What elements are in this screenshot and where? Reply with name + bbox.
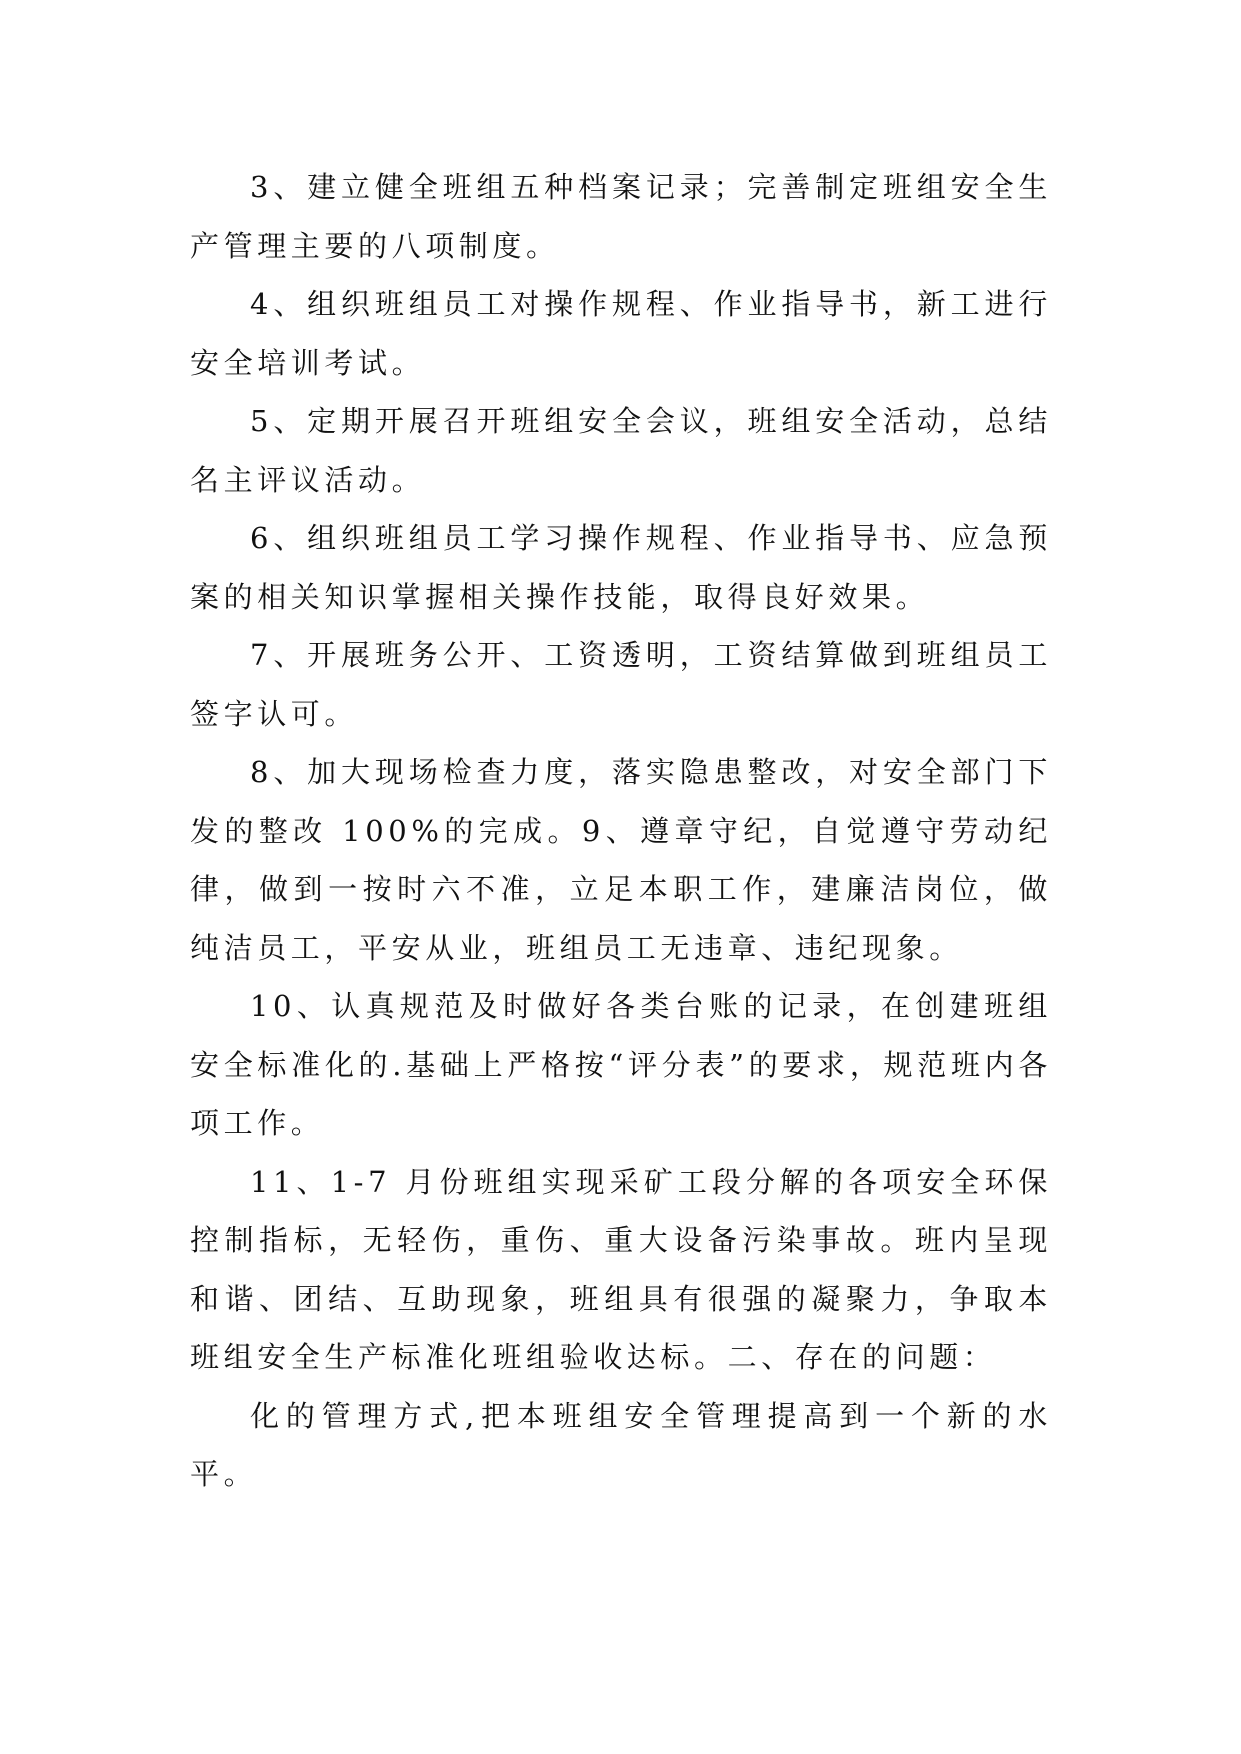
paragraph-item-10: 10、认真规范及时做好各类台账的记录，在创建班组安全标准化的.基础上严格按“评分表”的要求，规范班内各项工作。: [190, 989, 1052, 1140]
paragraph-item-8-9: 8、加大现场检查力度，落实隐患整改，对安全部门下发的整改 100%的完成。9、遵章守纪，自觉遵守劳动纪律，做到一按时六不准，立足本职工作，建廉洁岗位，做纯洁员工，平安从业，班组员工无违章、违纪现象。: [190, 755, 1052, 965]
paragraph-item-11: 11、1-7 月份班组实现采矿工段分解的各项安全环保控制指标，无轻伤，重伤、重大设备污染事故。班内呈现和谐、团结、互助现象，班组具有很强的凝聚力，争取本班组安全生产标准化班组验收达标。二、存在的问题：: [190, 1164, 1052, 1374]
paragraph-item-5: 5、定期开展召开班组安全会议，班组安全活动，总结名主评议活动。: [190, 404, 1052, 497]
paragraph-item-7: 7、开展班务公开、工资透明，工资结算做到班组员工签字认可。: [190, 638, 1052, 731]
document-body: [190, 158, 1052, 1504]
paragraph-item-4: 4、组织班组员工对操作规程、作业指导书，新工进行安全培训考试。: [190, 287, 1052, 380]
paragraph-item-3: 3、建立健全班组五种档案记录；完善制定班组安全生产管理主要的八项制度。: [190, 170, 1052, 263]
paragraph-item-6: 6、组织班组员工学习操作规程、作业指导书、应急预案的相关知识掌握相关操作技能，取得良好效果。: [190, 521, 1052, 614]
paragraph-closing: 化的管理方式,把本班组安全管理提高到一个新的水平。: [190, 1398, 1052, 1491]
